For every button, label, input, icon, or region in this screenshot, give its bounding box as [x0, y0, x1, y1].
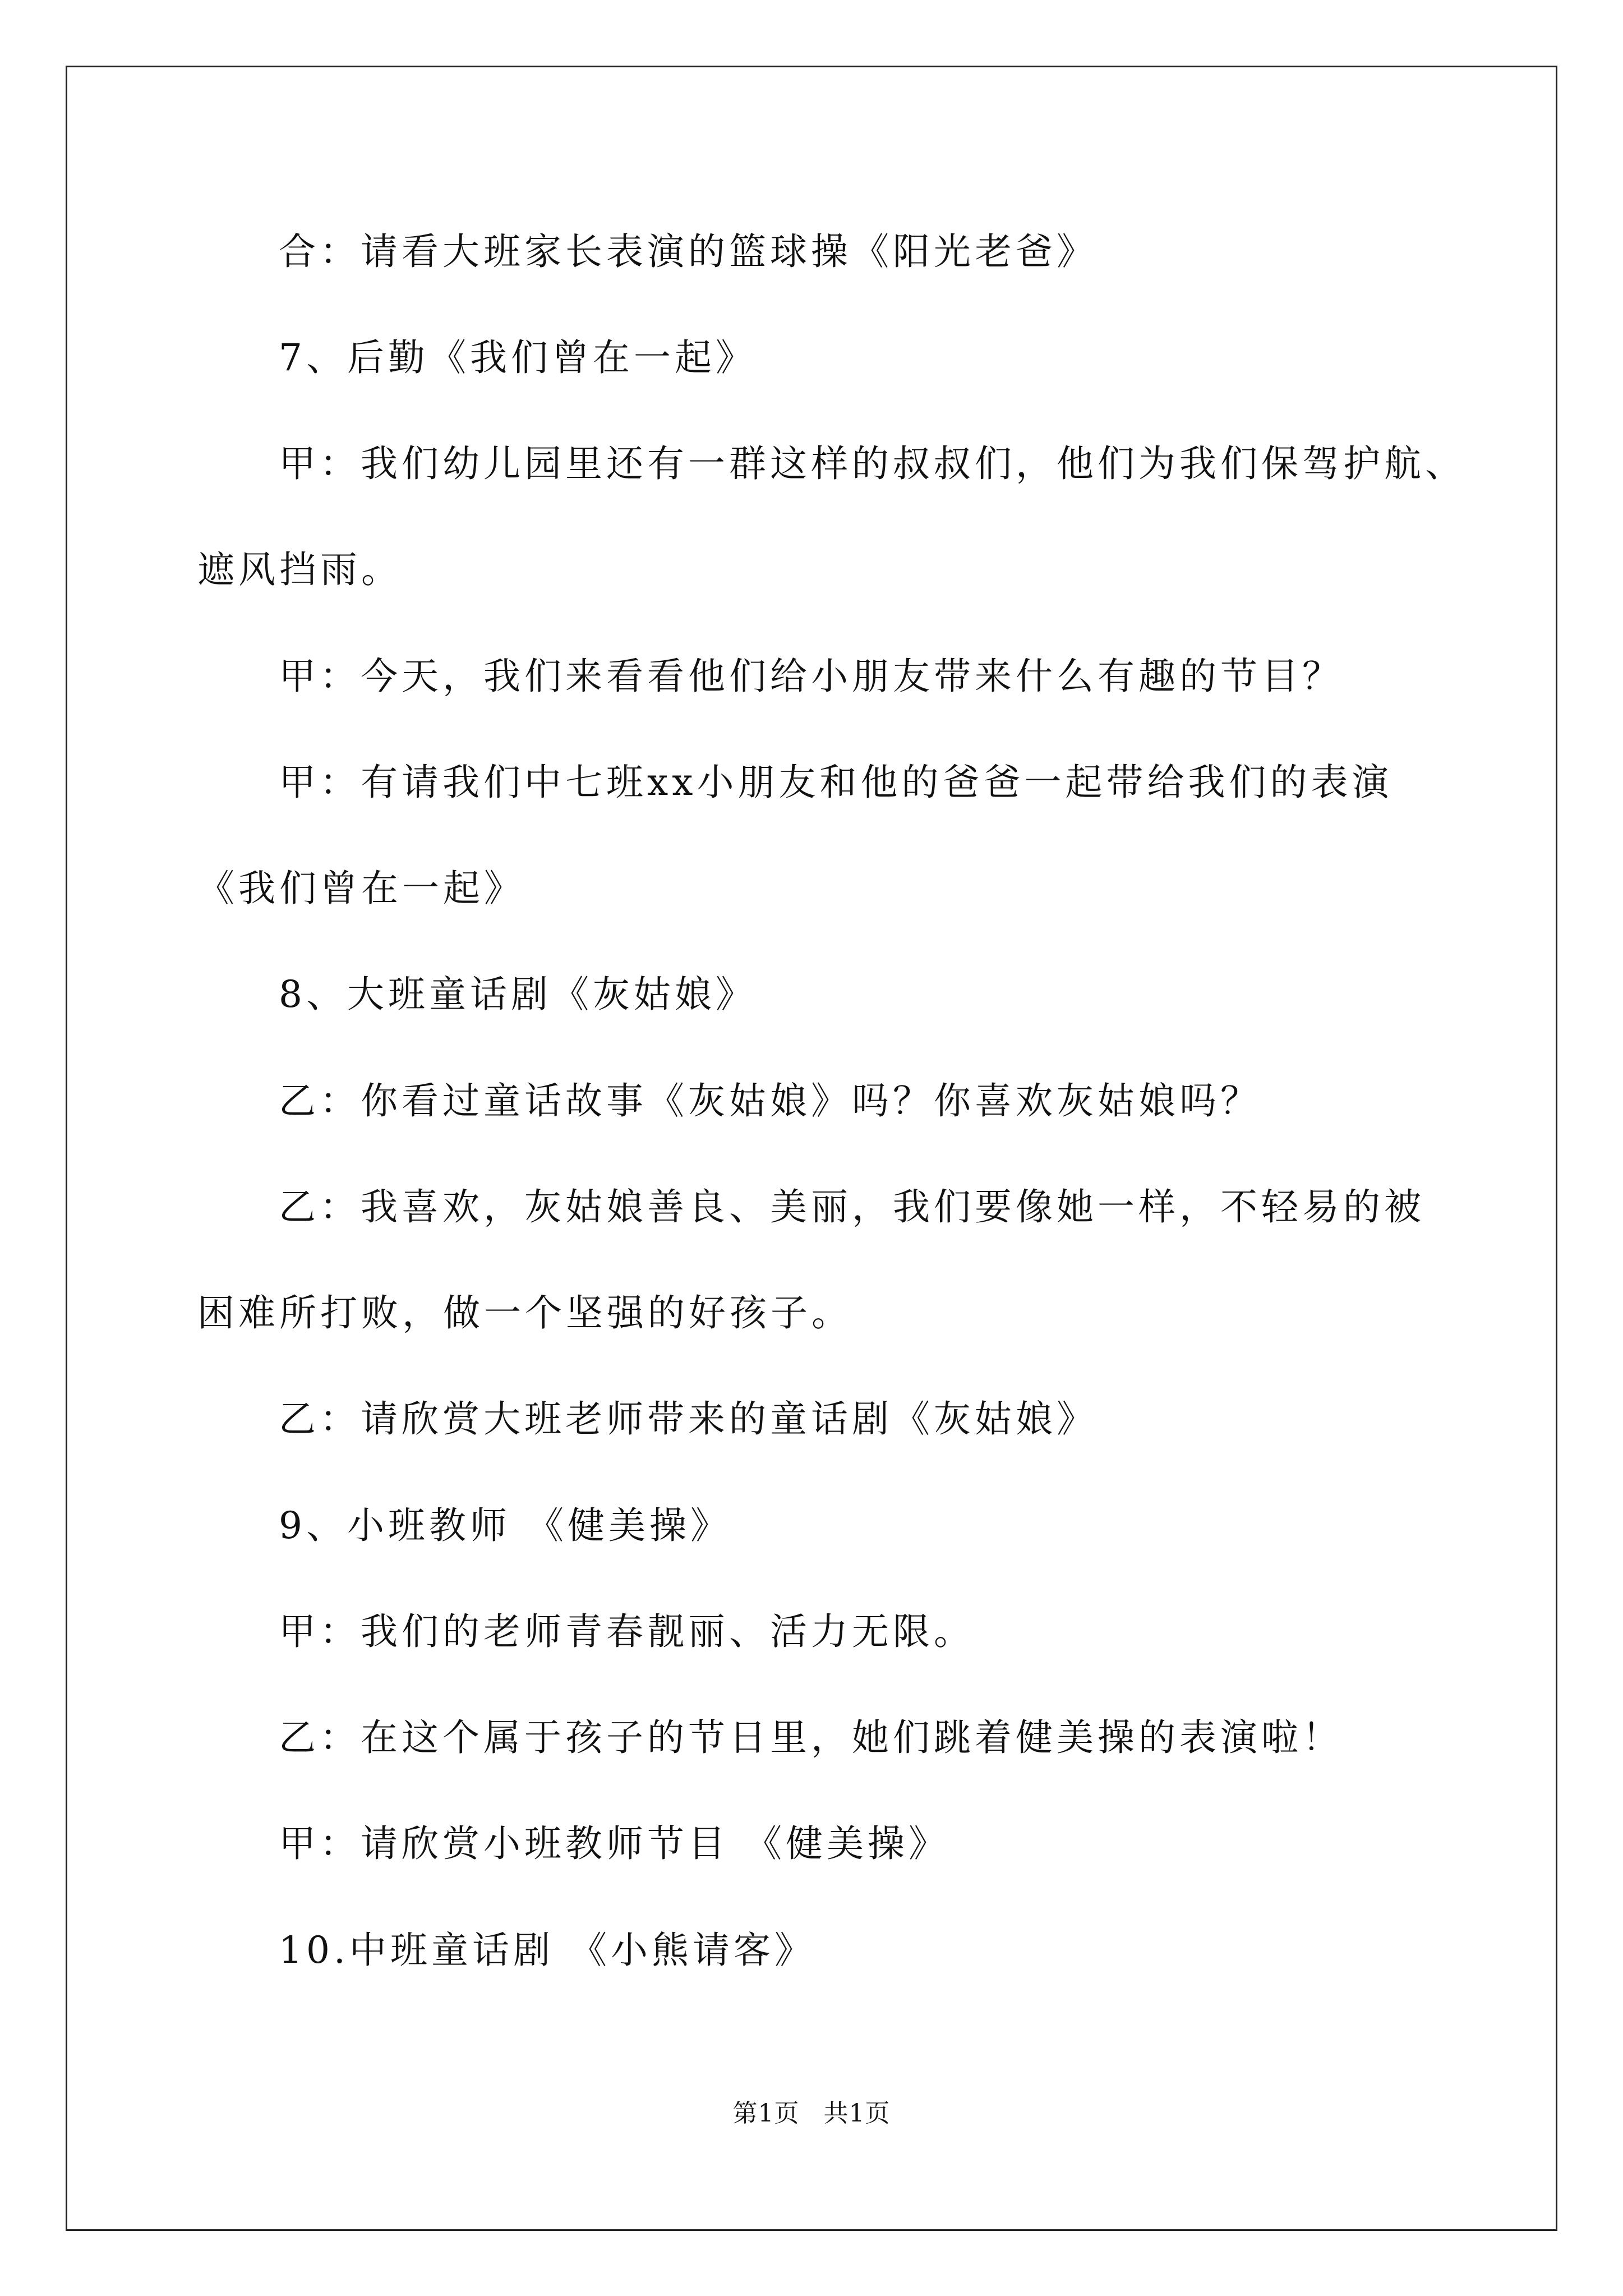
- text-line-10: 乙：我喜欢，灰姑娘善良、美丽，我们要像她一样，不轻易的被: [279, 1185, 1425, 1228]
- text-line-6: 甲：有请我们中七班xx小朋友和他的爸爸一起带给我们的表演: [279, 761, 1393, 804]
- text-line-4: 遮风挡雨。: [197, 548, 402, 591]
- text-line-1: 合：请看大班家长表演的篮球操《阳光老爸》: [279, 230, 1098, 273]
- text-line-15: 乙：在这个属于孩子的节日里，她们跳着健美操的表演啦！: [279, 1716, 1343, 1759]
- text-line-13: 9、小班教师 《健美操》: [279, 1504, 731, 1547]
- text-line-8: 8、大班童话剧《灰姑娘》: [279, 973, 757, 1016]
- text-line-7: 《我们曾在一起》: [197, 867, 525, 910]
- text-line-5: 甲：今天，我们来看看他们给小朋友带来什么有趣的节目？: [279, 655, 1343, 698]
- page-number: 第1页: [732, 2099, 800, 2128]
- text-line-14: 甲：我们的老师青春靓丽、活力无限。: [279, 1610, 975, 1653]
- text-line-11: 困难所打败，做一个坚强的好孩子。: [197, 1291, 852, 1335]
- page-total: 共1页: [823, 2099, 891, 2128]
- text-line-16: 甲：请欣赏小班教师节目 《健美操》: [279, 1822, 949, 1865]
- text-line-3: 甲：我们幼儿园里还有一群这样的叔叔们，他们为我们保驾护航、: [279, 442, 1466, 485]
- text-line-9: 乙：你看过童话故事《灰姑娘》吗？你喜欢灰姑娘吗？: [279, 1079, 1261, 1122]
- page-footer: [0, 2098, 1623, 2129]
- text-line-12: 乙：请欣赏大班老师带来的童话剧《灰姑娘》: [279, 1397, 1098, 1441]
- text-line-2: 7、后勤《我们曾在一起》: [279, 336, 757, 379]
- page-frame: [66, 66, 1557, 2231]
- text-line-17: 10.中班童话剧 《小熊请客》: [279, 1929, 815, 1972]
